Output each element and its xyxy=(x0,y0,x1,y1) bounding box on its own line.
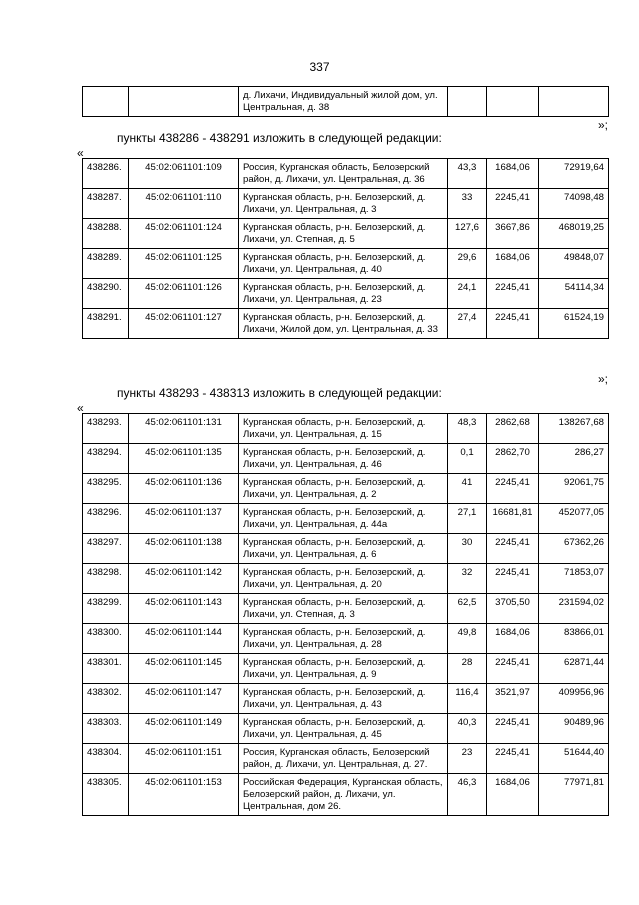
area-cell: 62,5 xyxy=(448,594,487,624)
row-number-cell: 438288. xyxy=(83,219,129,249)
cadastral-number-cell: 45:02:061101:110 xyxy=(129,189,239,219)
price-per-unit-cell: 2862,68 xyxy=(487,414,539,444)
table-row xyxy=(83,654,609,684)
address-cell: Курганская область, р-н. Белозерский, д. Лихачи, ул. Центральная, д. 3 xyxy=(239,189,448,219)
cadastral-value-cell: 452077,05 xyxy=(539,504,609,534)
cadastral-value-cell: 138267,68 xyxy=(539,414,609,444)
row-number-cell: 438299. xyxy=(83,594,129,624)
address-cell: Курганская область, р-н. Белозерский, д. Лихачи, ул. Центральная, д. 45 xyxy=(239,714,448,744)
open-quote-2: « xyxy=(77,401,84,415)
instruction-1: пункты 438286 - 438291 изложить в следующей редакции: xyxy=(117,131,442,145)
cadastral-value-cell: 67362,26 xyxy=(539,534,609,564)
row-number-cell: 438301. xyxy=(83,654,129,684)
area-cell: 0,1 xyxy=(448,444,487,474)
cadastral-number-cell: 45:02:061101:137 xyxy=(129,504,239,534)
table-row xyxy=(83,309,609,339)
table-row xyxy=(83,774,609,816)
cadastral-number-cell: 45:02:061101:131 xyxy=(129,414,239,444)
price-per-unit-cell: 2245,41 xyxy=(487,279,539,309)
address-cell: Курганская область, р-н. Белозерский, д. Лихачи, ул. Центральная, д. 28 xyxy=(239,624,448,654)
cadastral-number-cell: 45:02:061101:142 xyxy=(129,564,239,594)
price-per-unit-cell: 2245,41 xyxy=(487,474,539,504)
address-cell: Курганская область, р-н. Белозерский, д. Лихачи, ул. Центральная, д. 40 xyxy=(239,249,448,279)
cadastral-value-cell: 62871,44 xyxy=(539,654,609,684)
price-per-unit-cell: 1684,06 xyxy=(487,624,539,654)
row-number-cell: 438287. xyxy=(83,189,129,219)
cadastral-value-cell: 61524,19 xyxy=(539,309,609,339)
row-number-cell: 438286. xyxy=(83,159,129,189)
area-cell xyxy=(448,87,487,117)
area-cell: 48,3 xyxy=(448,414,487,444)
address-cell: Курганская область, р-н. Белозерский, д. Лихачи, ул. Степная, д. 3 xyxy=(239,594,448,624)
address-cell: Курганская область, р-н. Белозерский, д. Лихачи, ул. Центральная, д. 9 xyxy=(239,654,448,684)
table-row xyxy=(83,534,609,564)
cadastral-number-cell: 45:02:061101:109 xyxy=(129,159,239,189)
area-cell: 49,8 xyxy=(448,624,487,654)
cadastral-value-cell: 72919,64 xyxy=(539,159,609,189)
price-per-unit-cell: 16681,81 xyxy=(487,504,539,534)
cadastral-number-cell xyxy=(129,87,239,117)
price-per-unit-cell: 2245,41 xyxy=(487,744,539,774)
row-number-cell: 438296. xyxy=(83,504,129,534)
cadastral-value-cell: 71853,07 xyxy=(539,564,609,594)
address-cell: Курганская область, р-н. Белозерский, д. Лихачи, ул. Центральная, д. 43 xyxy=(239,684,448,714)
area-cell: 116,4 xyxy=(448,684,487,714)
price-per-unit-cell: 2245,41 xyxy=(487,564,539,594)
address-cell: д. Лихачи, Индивидуальный жилой дом, ул. Центральная, д. 38 xyxy=(239,87,448,117)
area-cell: 33 xyxy=(448,189,487,219)
price-per-unit-cell xyxy=(487,87,539,117)
address-cell: Курганская область, р-н. Белозерский, д. Лихачи, ул. Центральная, д. 44а xyxy=(239,504,448,534)
row-number-cell: 438291. xyxy=(83,309,129,339)
table-row xyxy=(83,564,609,594)
cadastral-number-cell: 45:02:061101:138 xyxy=(129,534,239,564)
cadastral-number-cell: 45:02:061101:145 xyxy=(129,654,239,684)
table-row xyxy=(83,249,609,279)
cadastral-value-cell: 49848,07 xyxy=(539,249,609,279)
price-per-unit-cell: 2245,41 xyxy=(487,714,539,744)
row-number-cell: 438300. xyxy=(83,624,129,654)
price-per-unit-cell: 2245,41 xyxy=(487,654,539,684)
area-cell: 40,3 xyxy=(448,714,487,744)
price-per-unit-cell: 2245,41 xyxy=(487,189,539,219)
cadastral-number-cell: 45:02:061101:127 xyxy=(129,309,239,339)
price-per-unit-cell: 3705,50 xyxy=(487,594,539,624)
table-row xyxy=(83,189,609,219)
table-row xyxy=(83,87,609,117)
cadastral-value-cell: 54114,34 xyxy=(539,279,609,309)
table-1 xyxy=(82,158,609,339)
table-row xyxy=(83,594,609,624)
table-2 xyxy=(82,413,609,816)
table-row xyxy=(83,504,609,534)
row-number-cell xyxy=(83,87,129,117)
cadastral-number-cell: 45:02:061101:153 xyxy=(129,774,239,816)
table-row xyxy=(83,159,609,189)
area-cell: 127,6 xyxy=(448,219,487,249)
price-per-unit-cell: 2245,41 xyxy=(487,309,539,339)
price-per-unit-cell: 1684,06 xyxy=(487,774,539,816)
table-row xyxy=(83,624,609,654)
row-number-cell: 438298. xyxy=(83,564,129,594)
row-number-cell: 438295. xyxy=(83,474,129,504)
row-number-cell: 438304. xyxy=(83,744,129,774)
table-row xyxy=(83,474,609,504)
instruction-2: пункты 438293 - 438313 изложить в следующей редакции: xyxy=(117,386,442,400)
area-cell: 29,6 xyxy=(448,249,487,279)
cadastral-number-cell: 45:02:061101:136 xyxy=(129,474,239,504)
row-number-cell: 438303. xyxy=(83,714,129,744)
row-number-cell: 438302. xyxy=(83,684,129,714)
cadastral-number-cell: 45:02:061101:126 xyxy=(129,279,239,309)
address-cell: Российская Федерация, Курганская область, Белозерский район, д. Лихачи, ул. Центральная, дом 26. xyxy=(239,774,448,816)
price-per-unit-cell: 1684,06 xyxy=(487,159,539,189)
row-number-cell: 438305. xyxy=(83,774,129,816)
address-cell: Россия, Курганская область, Белозерский район, д. Лихачи, ул. Центральная, д. 36 xyxy=(239,159,448,189)
row-number-cell: 438293. xyxy=(83,414,129,444)
table-row xyxy=(83,444,609,474)
area-cell: 43,3 xyxy=(448,159,487,189)
cadastral-number-cell: 45:02:061101:124 xyxy=(129,219,239,249)
address-cell: Россия, Курганская область, Белозерский район, д. Лихачи, ул. Центральная, д. 27. xyxy=(239,744,448,774)
area-cell: 24,1 xyxy=(448,279,487,309)
table-row xyxy=(83,684,609,714)
price-per-unit-cell: 3521,97 xyxy=(487,684,539,714)
cadastral-number-cell: 45:02:061101:135 xyxy=(129,444,239,474)
area-cell: 32 xyxy=(448,564,487,594)
address-cell: Курганская область, р-н. Белозерский, д. Лихачи, ул. Центральная, д. 46 xyxy=(239,444,448,474)
cadastral-value-cell: 51644,40 xyxy=(539,744,609,774)
cadastral-value-cell: 83866,01 xyxy=(539,624,609,654)
address-cell: Курганская область, р-н. Белозерский, д. Лихачи, ул. Центральная, д. 20 xyxy=(239,564,448,594)
cadastral-value-cell: 92061,75 xyxy=(539,474,609,504)
address-cell: Курганская область, р-н. Белозерский, д. Лихачи, Жилой дом, ул. Центральная, д. 33 xyxy=(239,309,448,339)
cadastral-number-cell: 45:02:061101:143 xyxy=(129,594,239,624)
cadastral-value-cell: 74098,48 xyxy=(539,189,609,219)
price-per-unit-cell: 3667,86 xyxy=(487,219,539,249)
row-number-cell: 438289. xyxy=(83,249,129,279)
area-cell: 27,1 xyxy=(448,504,487,534)
open-quote-1: « xyxy=(77,146,84,160)
page-number: 337 xyxy=(309,60,330,74)
price-per-unit-cell: 2245,41 xyxy=(487,534,539,564)
cadastral-number-cell: 45:02:061101:144 xyxy=(129,624,239,654)
address-cell: Курганская область, р-н. Белозерский, д. Лихачи, ул. Центральная, д. 2 xyxy=(239,474,448,504)
cadastral-number-cell: 45:02:061101:147 xyxy=(129,684,239,714)
row-number-cell: 438294. xyxy=(83,444,129,474)
cadastral-value-cell: 409956,96 xyxy=(539,684,609,714)
table-row xyxy=(83,279,609,309)
area-cell: 27,4 xyxy=(448,309,487,339)
top-table xyxy=(82,86,609,117)
cadastral-number-cell: 45:02:061101:151 xyxy=(129,744,239,774)
area-cell: 30 xyxy=(448,534,487,564)
area-cell: 41 xyxy=(448,474,487,504)
cadastral-value-cell: 231594,02 xyxy=(539,594,609,624)
price-per-unit-cell: 1684,06 xyxy=(487,249,539,279)
table-row xyxy=(83,219,609,249)
cadastral-value-cell: 468019,25 xyxy=(539,219,609,249)
cadastral-value-cell: 286,27 xyxy=(539,444,609,474)
area-cell: 23 xyxy=(448,744,487,774)
row-number-cell: 438290. xyxy=(83,279,129,309)
cadastral-value-cell: 90489,96 xyxy=(539,714,609,744)
table-row xyxy=(83,714,609,744)
price-per-unit-cell: 2862,70 xyxy=(487,444,539,474)
area-cell: 46,3 xyxy=(448,774,487,816)
row-number-cell: 438297. xyxy=(83,534,129,564)
address-cell: Курганская область, р-н. Белозерский, д. Лихачи, ул. Центральная, д. 15 xyxy=(239,414,448,444)
close-quote-1: »; xyxy=(597,118,608,132)
cadastral-number-cell: 45:02:061101:149 xyxy=(129,714,239,744)
cadastral-value-cell xyxy=(539,87,609,117)
address-cell: Курганская область, р-н. Белозерский, д. Лихачи, ул. Центральная, д. 6 xyxy=(239,534,448,564)
close-quote-2: »; xyxy=(597,372,608,386)
area-cell: 28 xyxy=(448,654,487,684)
cadastral-value-cell: 77971,81 xyxy=(539,774,609,816)
address-cell: Курганская область, р-н. Белозерский, д. Лихачи, ул. Степная, д. 5 xyxy=(239,219,448,249)
table-row xyxy=(83,744,609,774)
cadastral-number-cell: 45:02:061101:125 xyxy=(129,249,239,279)
table-row xyxy=(83,414,609,444)
address-cell: Курганская область, р-н. Белозерский, д. Лихачи, ул. Центральная, д. 23 xyxy=(239,279,448,309)
